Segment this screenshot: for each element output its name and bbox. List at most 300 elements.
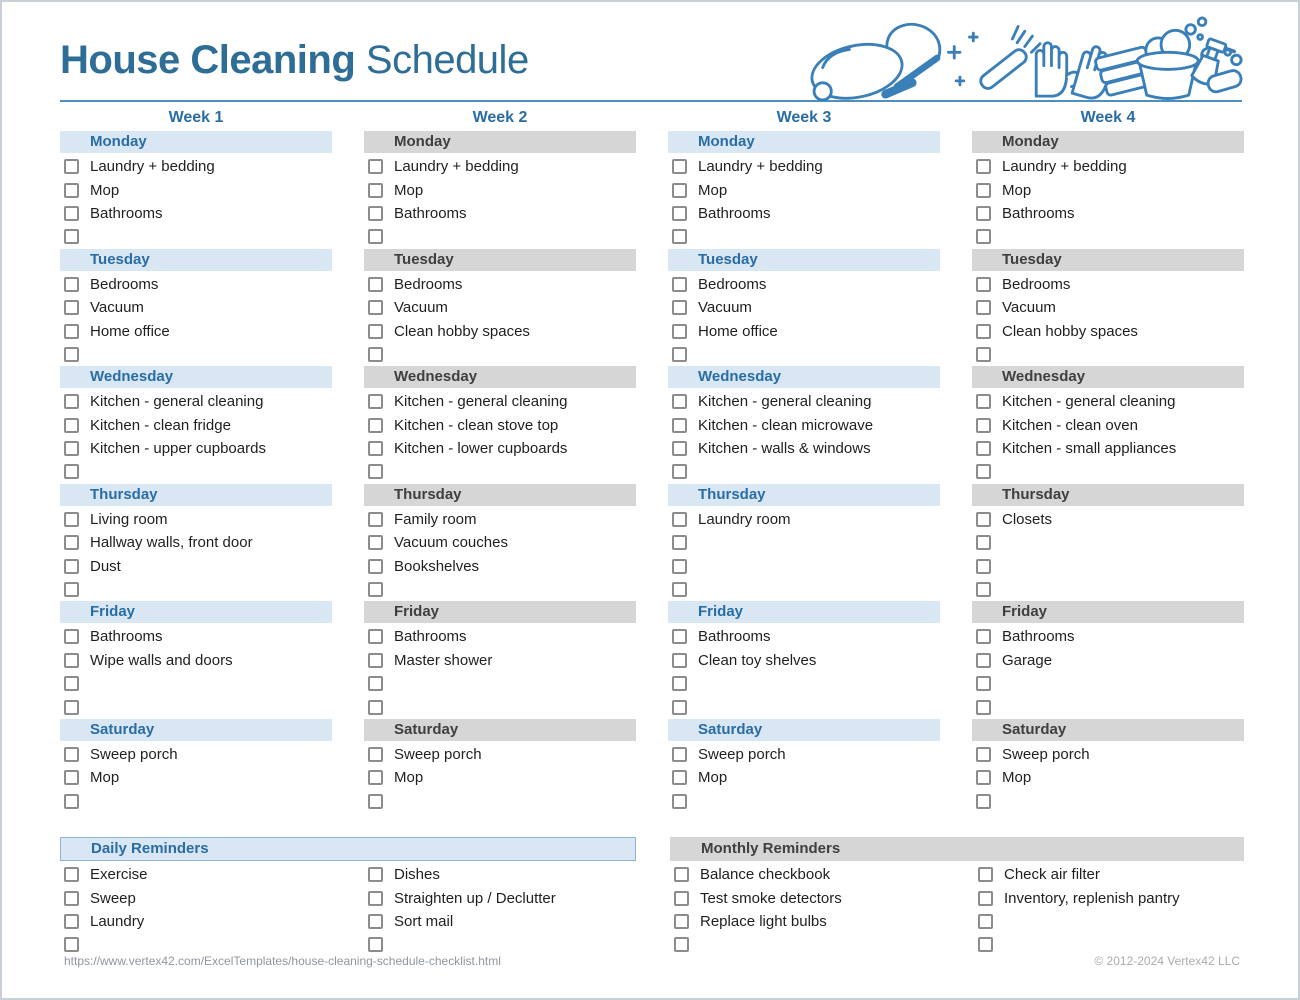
task-label: Mop xyxy=(90,181,120,199)
task-checkbox[interactable] xyxy=(976,324,991,339)
task-checkbox[interactable] xyxy=(672,512,687,527)
task-label: Laundry + bedding xyxy=(1002,158,1127,176)
monthly-reminder-checkbox[interactable] xyxy=(674,891,689,906)
task-checkbox[interactable] xyxy=(368,418,383,433)
daily-reminders-grid xyxy=(60,863,636,957)
task-row xyxy=(668,225,940,248)
task-label: Mop xyxy=(394,769,424,787)
task-label: Master shower xyxy=(394,651,493,669)
daily-reminder-label: Exercise xyxy=(90,866,148,884)
week-4-day-header-tuesday: Tuesday xyxy=(972,249,1244,271)
task-checkbox[interactable] xyxy=(64,394,79,409)
task-checkbox[interactable] xyxy=(64,159,79,174)
week-3-day-header-saturday: Saturday xyxy=(668,719,940,741)
task-row xyxy=(972,695,1244,718)
task-label: Laundry room xyxy=(698,510,791,528)
task-checkbox[interactable] xyxy=(64,464,79,479)
monthly-reminder-row xyxy=(670,863,974,886)
task-label: Sweep porch xyxy=(90,746,178,763)
task-row xyxy=(364,155,636,178)
task-label: Vacuum xyxy=(394,299,448,317)
week-2-label: Week 2 xyxy=(472,109,528,126)
task-checkbox[interactable] xyxy=(368,347,383,362)
task-row xyxy=(60,578,332,601)
task-row xyxy=(972,390,1244,413)
week-1-column xyxy=(60,104,332,813)
daily-reminder-checkbox[interactable] xyxy=(368,937,383,952)
task-checkbox[interactable] xyxy=(976,300,991,315)
task-checkbox[interactable] xyxy=(976,183,991,198)
task-row xyxy=(60,554,332,577)
task-checkbox[interactable] xyxy=(64,629,79,644)
task-checkbox[interactable] xyxy=(64,183,79,198)
footer-url: https://www.vertex42.com/ExcelTemplates/house-cleaning-schedule-checklist.html xyxy=(64,954,501,968)
task-checkbox[interactable] xyxy=(976,747,991,762)
task-checkbox[interactable] xyxy=(672,535,687,550)
task-label: Clean hobby spaces xyxy=(394,322,530,340)
task-label: Bedrooms xyxy=(698,275,767,293)
task-label: Kitchen - general cleaning xyxy=(698,393,872,411)
task-row xyxy=(60,414,332,437)
monthly-reminder-row xyxy=(974,910,1244,933)
task-checkbox[interactable] xyxy=(64,653,79,668)
task-checkbox[interactable] xyxy=(976,418,991,433)
task-row xyxy=(668,414,940,437)
week-1-day-header-wednesday: Wednesday xyxy=(60,366,332,388)
task-row xyxy=(972,672,1244,695)
daily-reminder-row xyxy=(60,910,364,933)
task-row xyxy=(364,531,636,554)
task-checkbox[interactable] xyxy=(672,582,687,597)
task-checkbox[interactable] xyxy=(672,324,687,339)
monthly-reminder-label: Balance checkbook xyxy=(700,866,831,884)
daily-reminder-label: Sweep xyxy=(90,889,136,907)
task-checkbox[interactable] xyxy=(976,394,991,409)
monthly-reminder-checkbox[interactable] xyxy=(978,914,993,929)
week-4-label: Week 4 xyxy=(1080,109,1136,126)
daily-reminder-checkbox[interactable] xyxy=(64,914,79,929)
page-title-regular: Schedule xyxy=(365,38,529,82)
daily-reminder-checkbox[interactable] xyxy=(368,867,383,882)
week-4-column xyxy=(972,104,1244,813)
task-checkbox[interactable] xyxy=(672,418,687,433)
task-checkbox[interactable] xyxy=(368,676,383,691)
daily-reminder-row xyxy=(364,863,636,886)
task-label: Vacuum xyxy=(90,299,144,317)
task-label: Bathrooms xyxy=(394,628,467,646)
task-row xyxy=(364,554,636,577)
task-checkbox[interactable] xyxy=(368,700,383,715)
week-4-day-header-friday: Friday xyxy=(972,601,1244,623)
daily-reminder-checkbox[interactable] xyxy=(64,867,79,882)
task-row xyxy=(60,649,332,672)
task-row xyxy=(972,273,1244,296)
vacuum-icon xyxy=(807,24,940,102)
task-checkbox[interactable] xyxy=(368,183,383,198)
task-checkbox[interactable] xyxy=(672,277,687,292)
task-row xyxy=(364,390,636,413)
task-checkbox[interactable] xyxy=(368,747,383,762)
task-checkbox[interactable] xyxy=(64,441,79,456)
task-row xyxy=(60,202,332,225)
task-row xyxy=(364,695,636,718)
task-label: Vacuum xyxy=(1002,299,1056,317)
task-row xyxy=(972,790,1244,813)
task-row xyxy=(668,766,940,789)
weeks-grid xyxy=(60,104,1242,813)
task-row xyxy=(668,649,940,672)
monthly-reminders-header: Monthly Reminders xyxy=(670,837,1244,861)
task-checkbox[interactable] xyxy=(368,300,383,315)
task-label: Sweep porch xyxy=(698,746,786,763)
week-2-column xyxy=(364,104,636,813)
task-checkbox[interactable] xyxy=(672,770,687,785)
daily-reminder-row xyxy=(364,910,636,933)
monthly-reminder-row xyxy=(974,863,1244,886)
task-checkbox[interactable] xyxy=(976,653,991,668)
task-row xyxy=(364,508,636,531)
task-checkbox[interactable] xyxy=(64,559,79,574)
task-row xyxy=(972,578,1244,601)
task-row xyxy=(60,155,332,178)
task-checkbox[interactable] xyxy=(976,347,991,362)
task-row xyxy=(60,460,332,483)
task-label: Garage xyxy=(1002,651,1053,669)
header xyxy=(60,38,1242,98)
task-checkbox[interactable] xyxy=(672,229,687,244)
task-checkbox[interactable] xyxy=(368,159,383,174)
week-1-day-header-friday: Friday xyxy=(60,601,332,623)
monthly-reminder-checkbox[interactable] xyxy=(978,891,993,906)
task-checkbox[interactable] xyxy=(976,277,991,292)
daily-reminder-row xyxy=(60,886,364,909)
week-1-day-header-saturday: Saturday xyxy=(60,719,332,741)
week-2-day-header-thursday: Thursday xyxy=(364,484,636,506)
task-checkbox[interactable] xyxy=(64,347,79,362)
task-checkbox[interactable] xyxy=(64,512,79,527)
task-checkbox[interactable] xyxy=(64,770,79,785)
daily-reminder-checkbox[interactable] xyxy=(368,914,383,929)
task-label: Bathrooms xyxy=(1002,628,1075,646)
week-3-column xyxy=(668,104,940,813)
daily-reminder-label: Dishes xyxy=(394,866,440,884)
task-label: Kitchen - small appliances xyxy=(1002,440,1177,458)
task-row xyxy=(668,625,940,648)
task-checkbox[interactable] xyxy=(368,441,383,456)
task-checkbox[interactable] xyxy=(976,629,991,644)
page-title-bold: House Cleaning xyxy=(60,38,356,82)
task-checkbox[interactable] xyxy=(976,582,991,597)
week-2-day-header-monday: Monday xyxy=(364,131,636,153)
task-label: Bathrooms xyxy=(698,204,771,222)
task-row xyxy=(60,766,332,789)
week-3-day-header-friday: Friday xyxy=(668,601,940,623)
task-checkbox[interactable] xyxy=(672,676,687,691)
sparkle-icons xyxy=(949,33,978,84)
monthly-reminders-grid xyxy=(670,863,1244,957)
task-label: Kitchen - clean stove top xyxy=(394,416,559,434)
task-label: Living room xyxy=(90,510,168,528)
monthly-reminder-checkbox[interactable] xyxy=(674,867,689,882)
task-row xyxy=(60,743,332,766)
task-checkbox[interactable] xyxy=(672,159,687,174)
task-label: Mop xyxy=(698,181,728,199)
task-checkbox[interactable] xyxy=(672,183,687,198)
task-checkbox[interactable] xyxy=(976,206,991,221)
task-row xyxy=(972,531,1244,554)
task-checkbox[interactable] xyxy=(976,700,991,715)
week-3-day-header-thursday: Thursday xyxy=(668,484,940,506)
task-label: Laundry + bedding xyxy=(394,158,519,176)
week-3-label: Week 3 xyxy=(776,109,832,126)
task-label: Vacuum couches xyxy=(394,534,508,552)
bucket-icon xyxy=(1137,18,1206,99)
task-checkbox[interactable] xyxy=(672,629,687,644)
monthly-reminder-label: Replace light bulbs xyxy=(700,912,827,930)
task-checkbox[interactable] xyxy=(64,324,79,339)
task-checkbox[interactable] xyxy=(368,229,383,244)
task-checkbox[interactable] xyxy=(672,559,687,574)
task-checkbox[interactable] xyxy=(672,747,687,762)
task-row xyxy=(668,319,940,342)
week-3-day-header-tuesday: Tuesday xyxy=(668,249,940,271)
task-label: Bedrooms xyxy=(90,275,159,293)
task-checkbox[interactable] xyxy=(672,700,687,715)
task-checkbox[interactable] xyxy=(672,464,687,479)
task-label: Vacuum xyxy=(698,299,752,317)
task-row xyxy=(364,790,636,813)
task-checkbox[interactable] xyxy=(368,653,383,668)
task-label: Mop xyxy=(1002,181,1032,199)
week-2-day-header-friday: Friday xyxy=(364,601,636,623)
task-label: Kitchen - walls & windows xyxy=(698,440,871,458)
task-checkbox[interactable] xyxy=(368,794,383,809)
task-row xyxy=(668,296,940,319)
week-1-day-header-monday: Monday xyxy=(60,131,332,153)
task-row xyxy=(972,508,1244,531)
task-row xyxy=(60,273,332,296)
task-row xyxy=(60,437,332,460)
week-3-day-header-wednesday: Wednesday xyxy=(668,366,940,388)
task-label: Bedrooms xyxy=(394,275,463,293)
task-checkbox[interactable] xyxy=(64,300,79,315)
task-checkbox[interactable] xyxy=(368,770,383,785)
task-row xyxy=(668,390,940,413)
task-row xyxy=(668,202,940,225)
task-row xyxy=(668,531,940,554)
monthly-reminder-checkbox[interactable] xyxy=(978,937,993,952)
daily-reminder-row xyxy=(60,863,364,886)
task-checkbox[interactable] xyxy=(976,229,991,244)
monthly-reminder-label: Inventory, replenish pantry xyxy=(1004,889,1180,907)
task-row xyxy=(60,672,332,695)
task-row xyxy=(668,672,940,695)
task-row xyxy=(668,790,940,813)
task-row xyxy=(668,695,940,718)
task-checkbox[interactable] xyxy=(672,653,687,668)
task-label: Family room xyxy=(394,510,477,528)
week-1-label: Week 1 xyxy=(168,109,224,126)
reminders-section xyxy=(60,837,1242,957)
task-label: Sweep porch xyxy=(394,746,482,763)
task-label: Home office xyxy=(698,322,778,340)
task-row xyxy=(972,343,1244,366)
task-row xyxy=(60,343,332,366)
task-checkbox[interactable] xyxy=(672,300,687,315)
monthly-reminder-label: Check air filter xyxy=(1004,866,1100,884)
task-checkbox[interactable] xyxy=(976,794,991,809)
task-checkbox[interactable] xyxy=(976,535,991,550)
task-label: Closets xyxy=(1002,510,1053,528)
daily-reminder-row xyxy=(364,886,636,909)
task-checkbox[interactable] xyxy=(368,535,383,550)
task-checkbox[interactable] xyxy=(64,418,79,433)
monthly-reminder-row xyxy=(670,910,974,933)
task-checkbox[interactable] xyxy=(976,159,991,174)
week-4-day-header-thursday: Thursday xyxy=(972,484,1244,506)
task-label: Kitchen - clean fridge xyxy=(90,416,231,434)
footer xyxy=(64,954,1240,968)
monthly-reminder-checkbox[interactable] xyxy=(978,867,993,882)
task-checkbox[interactable] xyxy=(976,559,991,574)
task-checkbox[interactable] xyxy=(64,747,79,762)
task-checkbox[interactable] xyxy=(64,700,79,715)
task-row xyxy=(668,508,940,531)
task-label: Home office xyxy=(90,322,170,340)
task-checkbox[interactable] xyxy=(976,770,991,785)
monthly-reminder-row xyxy=(974,886,1244,909)
task-checkbox[interactable] xyxy=(368,559,383,574)
task-checkbox[interactable] xyxy=(368,394,383,409)
task-row xyxy=(364,343,636,366)
task-checkbox[interactable] xyxy=(976,441,991,456)
daily-reminder-checkbox[interactable] xyxy=(64,891,79,906)
daily-reminders xyxy=(60,837,636,957)
task-label: Kitchen - general cleaning xyxy=(90,393,264,411)
task-row xyxy=(364,460,636,483)
daily-reminder-label: Straighten up / Declutter xyxy=(394,889,556,907)
task-row xyxy=(668,155,940,178)
task-row xyxy=(972,178,1244,201)
task-row xyxy=(364,178,636,201)
week-2-day-header-tuesday: Tuesday xyxy=(364,249,636,271)
monthly-reminder-label: Test smoke detectors xyxy=(700,889,842,907)
task-row xyxy=(972,296,1244,319)
task-checkbox[interactable] xyxy=(64,206,79,221)
task-checkbox[interactable] xyxy=(976,512,991,527)
task-row xyxy=(364,766,636,789)
task-label: Dust xyxy=(90,557,121,575)
task-row xyxy=(364,649,636,672)
task-label: Bathrooms xyxy=(394,204,467,222)
task-checkbox[interactable] xyxy=(64,277,79,292)
monthly-reminder-checkbox[interactable] xyxy=(674,914,689,929)
task-checkbox[interactable] xyxy=(672,394,687,409)
monthly-reminders xyxy=(670,837,1244,957)
task-checkbox[interactable] xyxy=(368,512,383,527)
task-label: Bedrooms xyxy=(1002,275,1071,293)
task-label: Wipe walls and doors xyxy=(90,651,233,669)
task-label: Mop xyxy=(90,769,120,787)
daily-reminder-checkbox[interactable] xyxy=(64,937,79,952)
monthly-reminder-row xyxy=(670,886,974,909)
task-label: Clean hobby spaces xyxy=(1002,322,1138,340)
task-checkbox[interactable] xyxy=(368,582,383,597)
task-label: Mop xyxy=(394,181,424,199)
monthly-reminder-checkbox[interactable] xyxy=(674,937,689,952)
task-row xyxy=(60,695,332,718)
task-row xyxy=(972,414,1244,437)
task-row xyxy=(364,202,636,225)
task-row xyxy=(364,578,636,601)
task-row xyxy=(668,343,940,366)
task-row xyxy=(364,437,636,460)
task-checkbox[interactable] xyxy=(976,464,991,479)
task-row xyxy=(668,460,940,483)
task-row xyxy=(668,743,940,766)
daily-reminders-header: Daily Reminders xyxy=(60,837,636,861)
task-row xyxy=(60,790,332,813)
week-4-day-header-wednesday: Wednesday xyxy=(972,366,1244,388)
task-row xyxy=(60,625,332,648)
task-checkbox[interactable] xyxy=(64,535,79,550)
task-checkbox[interactable] xyxy=(672,441,687,456)
task-checkbox[interactable] xyxy=(64,676,79,691)
task-checkbox[interactable] xyxy=(368,464,383,479)
task-row xyxy=(972,743,1244,766)
task-checkbox[interactable] xyxy=(672,794,687,809)
task-label: Bookshelves xyxy=(394,557,480,575)
task-label: Hallway walls, front door xyxy=(90,534,253,552)
task-checkbox[interactable] xyxy=(64,794,79,809)
task-label: Bathrooms xyxy=(90,204,163,222)
task-checkbox[interactable] xyxy=(368,629,383,644)
task-checkbox[interactable] xyxy=(672,206,687,221)
task-row xyxy=(972,437,1244,460)
task-label: Kitchen - lower cupboards xyxy=(394,440,568,458)
task-label: Bathrooms xyxy=(1002,204,1075,222)
week-4-day-header-saturday: Saturday xyxy=(972,719,1244,741)
task-row xyxy=(60,225,332,248)
task-row xyxy=(972,625,1244,648)
daily-reminder-checkbox[interactable] xyxy=(368,891,383,906)
task-label: Kitchen - clean microwave xyxy=(698,416,874,434)
task-row xyxy=(364,743,636,766)
task-row xyxy=(364,296,636,319)
task-checkbox[interactable] xyxy=(672,347,687,362)
week-1-day-header-tuesday: Tuesday xyxy=(60,249,332,271)
task-checkbox[interactable] xyxy=(64,229,79,244)
task-row xyxy=(972,554,1244,577)
task-checkbox[interactable] xyxy=(976,676,991,691)
task-row xyxy=(972,155,1244,178)
task-row xyxy=(364,319,636,342)
task-row xyxy=(60,178,332,201)
task-row xyxy=(364,672,636,695)
footer-copyright: © 2012-2024 Vertex42 LLC xyxy=(1094,954,1240,968)
task-row xyxy=(972,225,1244,248)
task-label: Kitchen - general cleaning xyxy=(1002,393,1176,411)
task-row xyxy=(668,554,940,577)
task-checkbox[interactable] xyxy=(368,324,383,339)
task-row xyxy=(60,531,332,554)
task-checkbox[interactable] xyxy=(368,206,383,221)
task-row xyxy=(972,202,1244,225)
task-row xyxy=(972,319,1244,342)
task-checkbox[interactable] xyxy=(368,277,383,292)
week-3-day-header-monday: Monday xyxy=(668,131,940,153)
task-checkbox[interactable] xyxy=(64,582,79,597)
